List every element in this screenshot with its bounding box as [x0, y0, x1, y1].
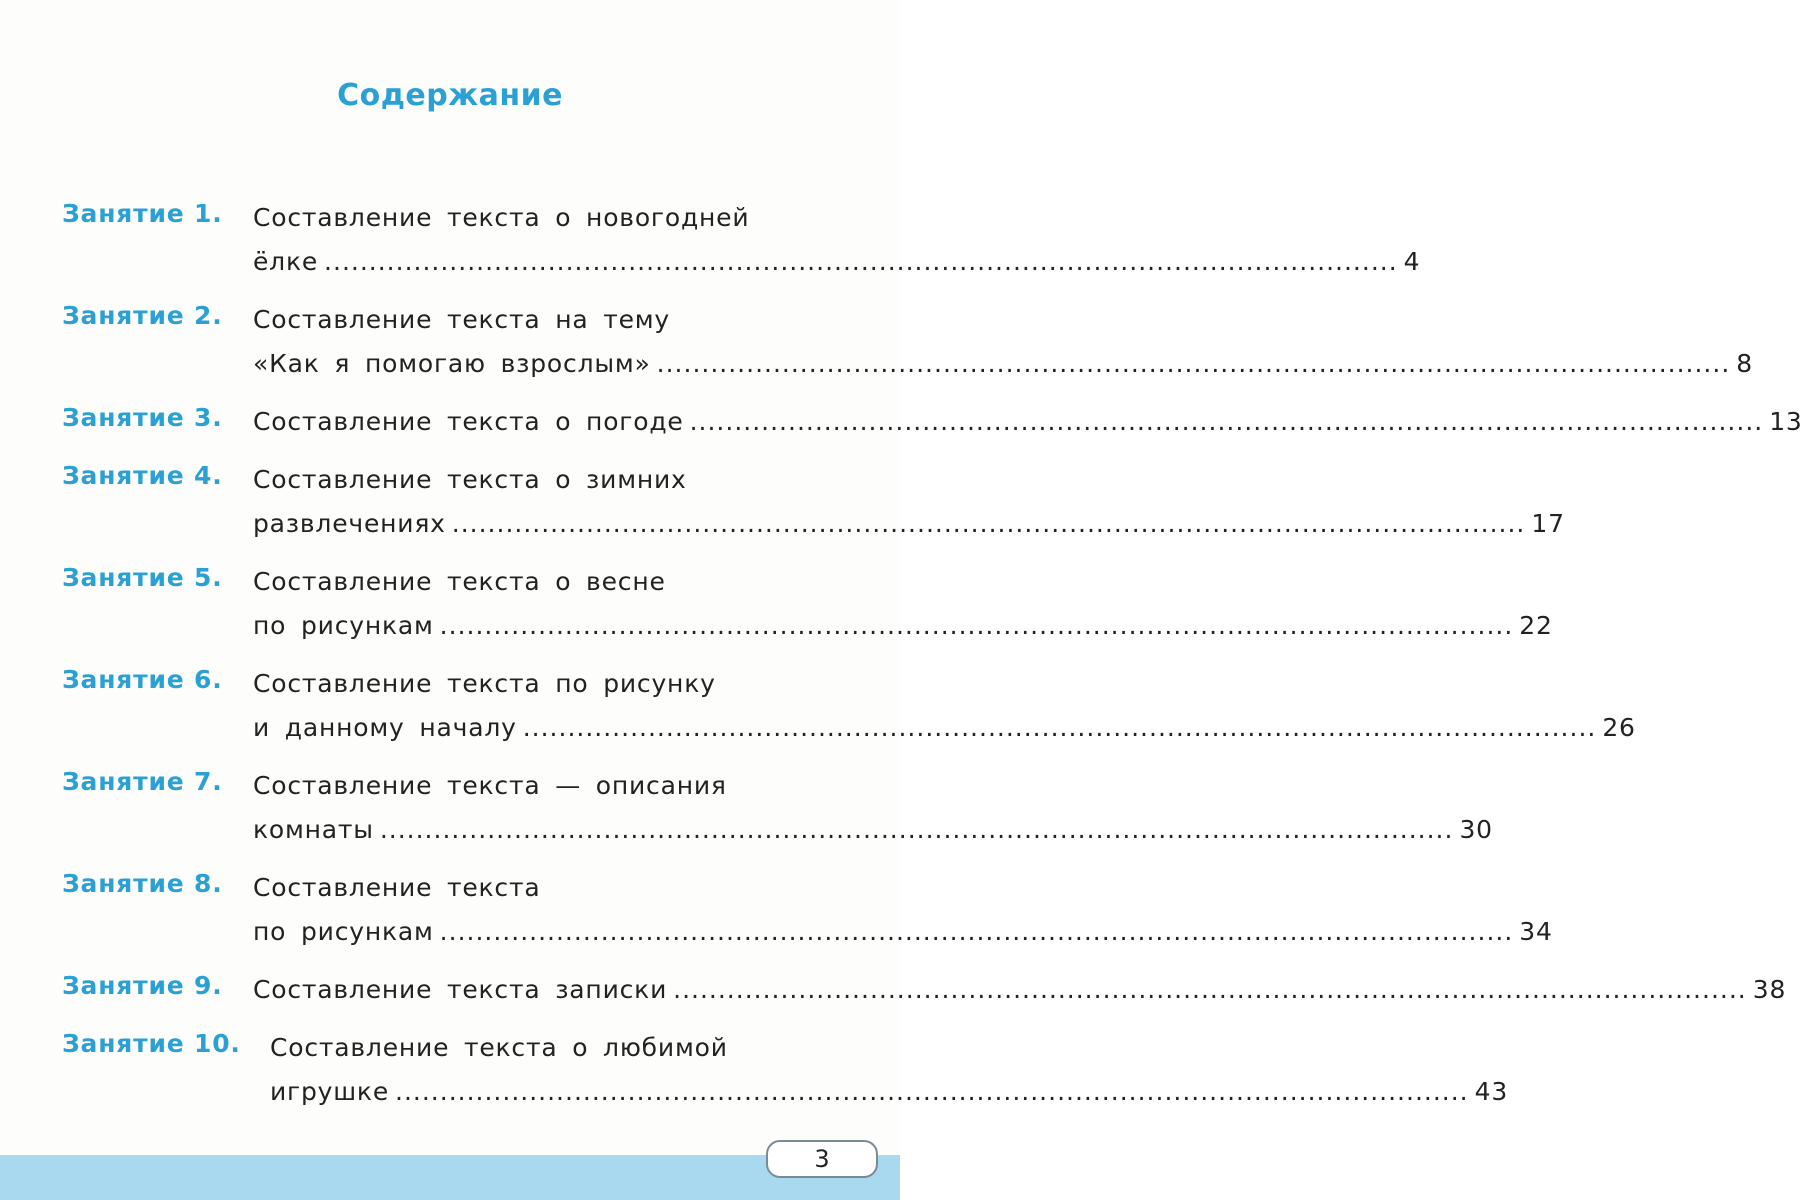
page-ref: 8: [1736, 349, 1753, 378]
entry-title-line: Составление текста — описания: [253, 771, 727, 800]
toc-entry[interactable]: [62, 400, 1803, 444]
page-ref: 30: [1459, 815, 1493, 844]
page-ref: 17: [1531, 509, 1565, 538]
toc-entry[interactable]: [62, 196, 1421, 284]
footer-band: [0, 1155, 900, 1200]
entry-title-line: ёлке: [253, 247, 319, 276]
entry-title-line: Составление текста по рисунку: [253, 669, 716, 698]
entry-title-line: Составление текста о зимних: [253, 465, 687, 494]
toc-entry[interactable]: [62, 560, 1553, 648]
lesson-label: Занятие 4.: [62, 461, 223, 490]
toc-entry[interactable]: [62, 968, 1787, 1012]
dot-leader: ........................................................................................................................: [379, 815, 1454, 844]
dot-leader: ........................................................................................................................: [439, 611, 1514, 640]
lesson-label: Занятие 8.: [62, 869, 223, 898]
dot-leader: ........................................................................................................................: [673, 975, 1747, 1004]
toc-entry[interactable]: [62, 662, 1636, 750]
page-title: Содержание: [337, 78, 563, 113]
page-ref: 22: [1519, 611, 1553, 640]
toc-entry[interactable]: [62, 298, 1753, 386]
entry-title-line: и данному началу: [253, 713, 517, 742]
dot-leader: ........................................................................................................................: [395, 1077, 1469, 1106]
entry-title-line: Составление текста о весне: [253, 567, 666, 596]
page-ref: 4: [1403, 247, 1421, 276]
entry-title-line: Составление текста о любимой: [270, 1033, 728, 1062]
lesson-label: Занятие 1.: [62, 199, 223, 228]
toc-entry[interactable]: [62, 866, 1553, 954]
dot-leader: ........................................................................................................................: [439, 917, 1514, 946]
lesson-label: Занятие 7.: [62, 767, 223, 796]
page-ref: 34: [1519, 917, 1553, 946]
dot-leader: ........................................................................................................................: [656, 349, 1731, 378]
entry-title-line: по рисункам: [253, 917, 434, 946]
entry-title-line: игрушке: [270, 1077, 390, 1106]
toc-entry[interactable]: [62, 1026, 1509, 1114]
page-ref: 13: [1769, 407, 1803, 436]
dot-leader: ........................................................................................................................: [522, 713, 1597, 742]
lesson-label: Занятие 2.: [62, 301, 223, 330]
lesson-label: Занятие 3.: [62, 403, 223, 432]
entry-title-line: Составление текста: [253, 873, 541, 902]
entry-title-line: Составление текста записки: [253, 975, 668, 1004]
entry-title-line: комнаты: [253, 815, 374, 844]
lesson-label: Занятие 10.: [62, 1029, 241, 1058]
page-ref: 26: [1602, 713, 1636, 742]
entry-title-line: развлечениях: [253, 509, 446, 538]
table-of-contents: [62, 196, 1803, 1128]
entry-title-line: «Как я помогаю взрослым»: [253, 349, 651, 378]
entry-title-line: Составление текста о погоде: [253, 407, 684, 436]
lesson-label: Занятие 6.: [62, 665, 223, 694]
page-ref: 43: [1474, 1077, 1509, 1106]
page-ref: 38: [1752, 975, 1787, 1004]
entry-title-line: Составление текста о новогодней: [253, 203, 750, 232]
entry-title-line: по рисункам: [253, 611, 434, 640]
page-number: 3: [766, 1140, 878, 1178]
dot-leader: ........................................................................................................................: [451, 509, 1526, 538]
lesson-label: Занятие 9.: [62, 971, 223, 1000]
lesson-label: Занятие 5.: [62, 563, 223, 592]
dot-leader: ........................................................................................................................: [324, 247, 1398, 276]
dot-leader: ........................................................................................................................: [689, 407, 1764, 436]
toc-entry[interactable]: [62, 764, 1493, 852]
toc-entry[interactable]: [62, 458, 1565, 546]
entry-title-line: Составление текста на тему: [253, 305, 671, 334]
